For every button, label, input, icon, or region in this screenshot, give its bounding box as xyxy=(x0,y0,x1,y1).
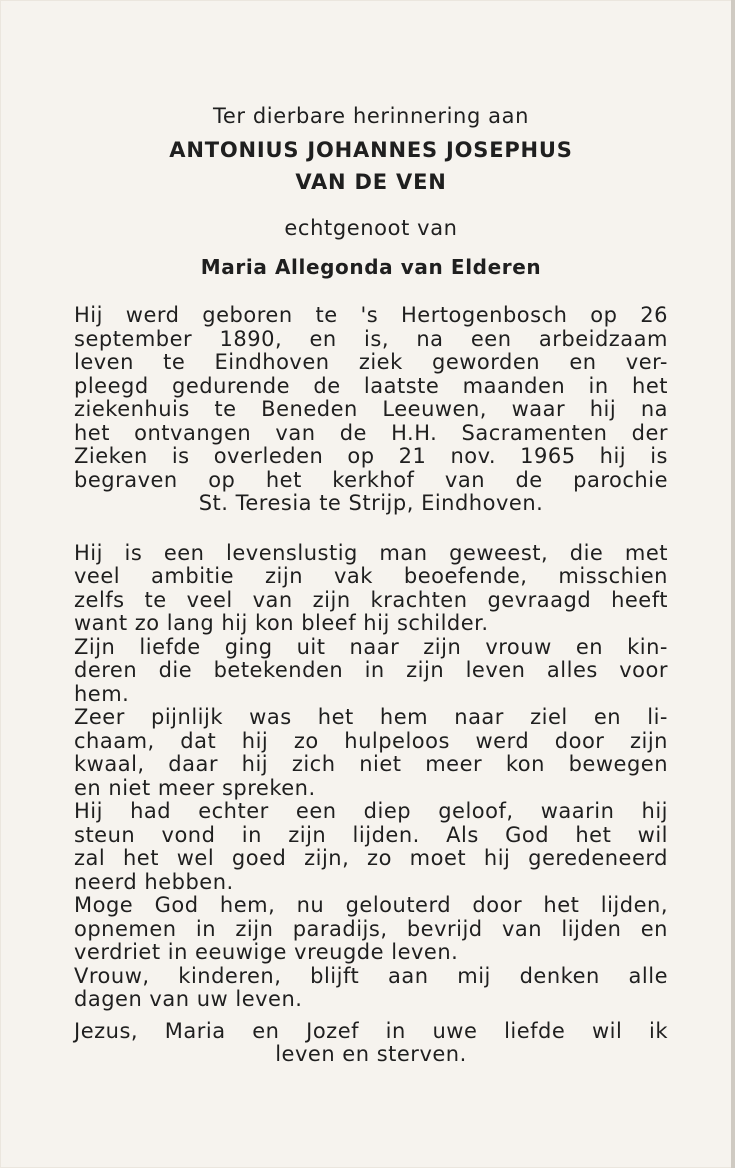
card-edge xyxy=(731,0,735,1168)
tribute-line: Hij is een levenslustig man geweest, die met xyxy=(74,540,668,565)
spouse-name: Maria Allegonda van Elderen xyxy=(200,255,542,279)
biography-line: Zieken is overleden op 21 nov. 1965 hij is xyxy=(74,444,668,468)
tribute-line: Vrouw, kinderen, blijft aan mij denken alle xyxy=(74,963,668,988)
biography-line: pleegd gedurende de laatste maanden in het xyxy=(74,373,668,398)
tribute-line: verdriet in eeuwige vreugde leven. xyxy=(74,940,459,964)
tribute-paragraph xyxy=(74,542,668,1012)
deceased-name-line-2: VAN DE VEN xyxy=(295,170,447,194)
tribute-line: neerd hebben. xyxy=(74,869,234,894)
tribute-line: deren die betekenden in zijn leven alles voor xyxy=(74,658,668,682)
biography-line: het ontvangen van de H.H. Sacramenten der xyxy=(74,420,668,445)
tribute-line: opnemen in zijn paradijs, bevrijd van lijden en xyxy=(74,916,668,941)
tribute-line: veel ambitie zijn vak beoefende, misschien xyxy=(74,564,668,588)
tribute-line: kwaal, daar hij zich niet meer kon bewegen xyxy=(74,752,668,776)
tribute-line: Zijn liefde ging uit naar zijn vrouw en kin- xyxy=(74,634,668,659)
biography-line: Hij werd geboren te 's Hertogenbosch op 26 xyxy=(74,303,668,327)
closing-line: leven en sterven. xyxy=(275,1042,467,1066)
card-content xyxy=(74,98,668,1067)
biography-paragraph xyxy=(74,304,668,516)
tribute-line: zal het wel goed zijn, zo moet hij geredeneerd xyxy=(74,846,668,870)
biography-line: begraven op het kerkhof van de parochie xyxy=(74,467,668,492)
tribute-line: want zo lang hij kon bleef hij schilder. xyxy=(74,611,489,635)
tribute-line: steun vond in zijn lijden. Als God het wil xyxy=(74,822,668,847)
biography-line: ziekenhuis te Beneden Leeuwen, waar hij na xyxy=(74,397,668,421)
biography-line: St. Teresia te Strijp, Eindhoven. xyxy=(198,491,544,515)
closing-prayer xyxy=(74,1020,668,1067)
biography-line: leven te Eindhoven ziek geworden en ver- xyxy=(74,350,668,374)
tribute-line: en niet meer spreken. xyxy=(74,775,316,800)
deceased-name-line-1: ANTONIUS JOHANNES JOSEPHUS xyxy=(169,138,573,162)
biography-line: september 1890, en is, na een arbeidzaam xyxy=(74,326,668,351)
intro-text: Ter dierbare herinnering aan xyxy=(212,104,530,128)
tribute-line: Zeer pijnlijk was het hem naar ziel en li- xyxy=(74,705,668,729)
tribute-line: Hij had echter een diep geloof, waarin hij xyxy=(74,799,668,823)
closing-line: Jezus, Maria en Jozef in uwe liefde wil ik xyxy=(74,1018,668,1043)
spouse-label: echtgenoot van xyxy=(284,216,458,240)
tribute-line: hem. xyxy=(74,681,130,706)
tribute-line: zelfs te veel van zijn krachten gevraagd heeft xyxy=(74,587,668,612)
tribute-line: chaam, dat hij zo hulpeloos werd door zijn xyxy=(74,728,668,753)
tribute-line: dagen van uw leven. xyxy=(74,987,303,1011)
tribute-line: Moge God hem, nu gelouterd door het lijden, xyxy=(74,893,668,917)
